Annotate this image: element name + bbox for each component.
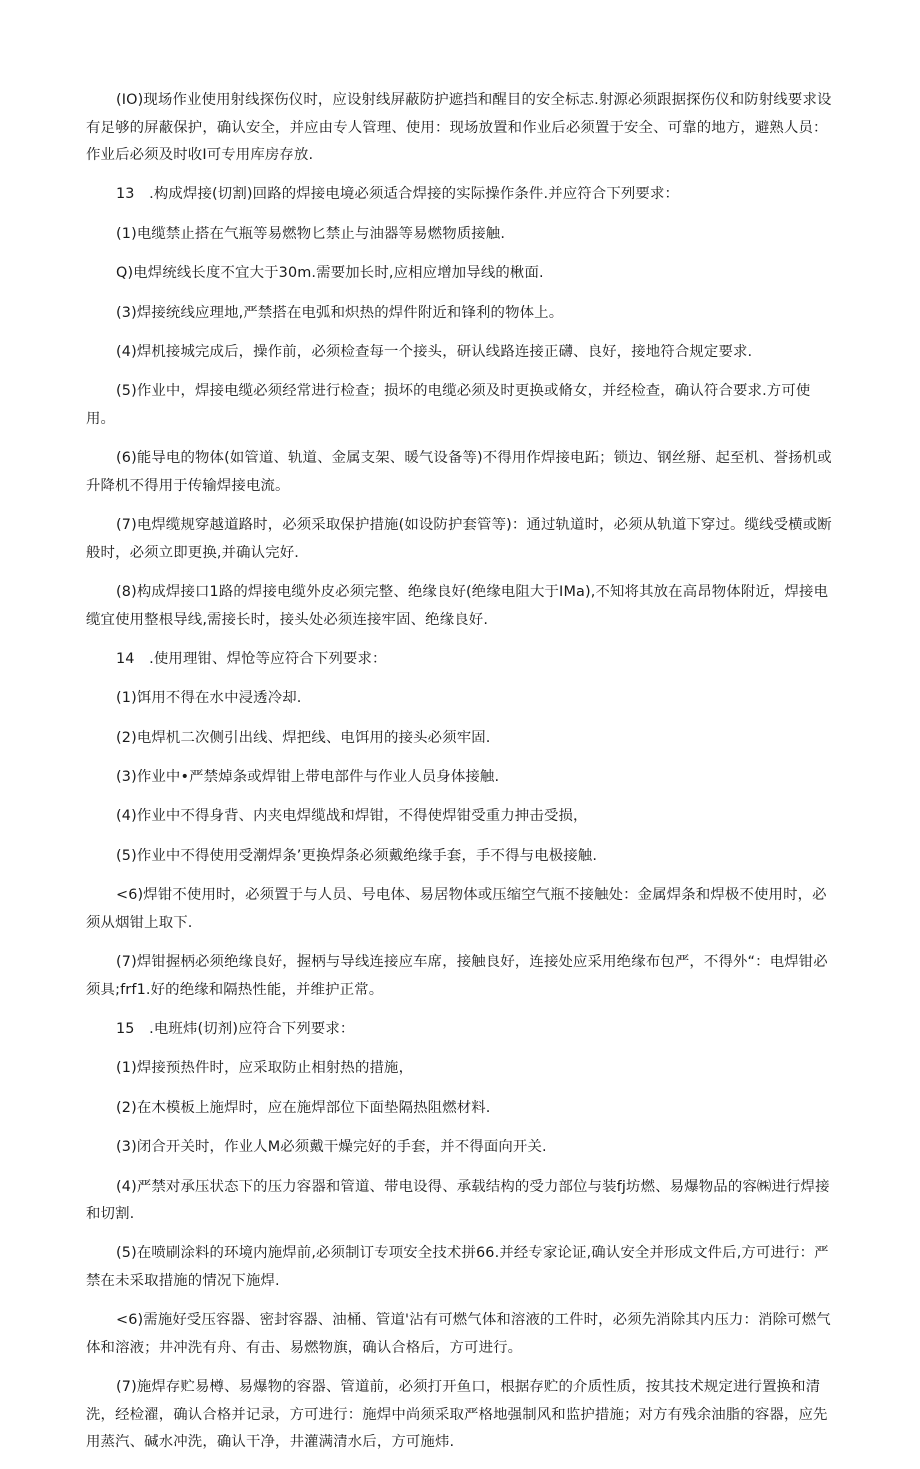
heading-14-welding-tongs: 14 .使用理钳、焊怆等应符合下列要求： [116,650,387,667]
paragraph-13-2: Q)电焊统线长度不宜大于30m.需要加长时,应相应增加导线的楸面. [116,265,544,282]
paragraph-15-3: (3)闭合开关时，作业人M必须戴干燥完好的手套，并不得面向开关. [116,1139,547,1156]
paragraph-13-1: (1)电缆禁止搭在气瓶等易燃物匕禁止与油器等易燃物质接触. [116,225,506,242]
paragraph-13-8: (8)构成焊接口1路的焊接电缆外皮必须完整、绝缘良好(绝缘电阻大于IMa),不知将其放在高昂物体附近，焊接电缆宜使用整根导线,需接长时，接头处必须连接牢固、绝缘良好. [86,584,829,628]
paragraph-15-7: (7)施焊存贮易樽、易爆物的容器、管道前，必须打开鱼口，根据存贮的介质性质，按其技术规定进行置换和清洗，经检濯，确认合格并记录，方可进行：施焊中尚须采取严格地强制风和监护措施；对方有残余油脂的容器，应先用蒸汽、碱水冲洗，确认干净，井灌满清水后，方可施炜. [86,1379,828,1451]
paragraph-14-3: (3)作业中•严禁焯条或焊钳上带电部件与作业人员身体接触. [116,769,500,786]
paragraph-15-4: (4)严禁对承压状态下的压力容器和管道、带电设得、承载结构的受力部位与装fj坊燃、易爆物品的容㈱进行焊接和切割. [86,1178,830,1223]
paragraph-13-4: (4)焊机接城完成后，操作前，必须检查每一个接头，研认线路连接正礴、良好，接地符合规定要求. [116,343,753,360]
paragraph-14-6: <6)焊钳不使用时，必须置于与人员、号电体、易居物体或压缩空气瓶不接触处：金属焊条和焊极不使用时，必须从烟钳上取下. [86,887,827,931]
paragraph-14-4: (4)作业中不得身背、内夹电焊缆战和焊钳，不得使焊钳受重力抻击受损， [116,808,588,825]
heading-15-arc-welding: 15 .电班炜(切剂)应符合下列要求： [116,1021,355,1038]
paragraph-13-3: (3)焊接统线应理地,严禁搭在电弧和炽热的焊件附近和锋利的物体上。 [116,304,564,321]
paragraph-15-5: (5)在喷刷涂料的环境内施焊前,必须制订专项安全技术拼66.并经专家论证,确认安全并形成文件后,方可进行：严禁在未采取措施的情况下施焊. [86,1245,829,1289]
paragraph-14-7: (7)焊钳握柄必须绝缘良好，握柄与导线连接应车席，接触良好，连接处应采用绝缘布包严，不得外“：电焊钳必须具;frf1.好的绝缘和隔热性能，并维护正常。 [86,954,828,998]
paragraph-14-1: (1)饵用不得在水中浸透冷却. [116,690,302,707]
paragraph-15-2: (2)在木模板上施焊时，应在施焊部位下面垫隔热阻燃材料. [116,1099,491,1116]
paragraph-13-7: (7)电焊缆规穿越道路时，必须采取保护措施(如设防护套管等)：通过轨道时，必须从轨道下穿过。缆线受横或断般时，必须立即更换,并确认完好. [86,517,832,561]
paragraph-15-1: (1)焊接预热件时，应采取防止相射热的措施， [116,1060,414,1077]
paragraph-14-2: (2)电焊机二次侧引出线、焊把线、电饵用的接头必须牢固. [116,729,491,746]
paragraph-15-6: <6)需施好受压容器、密封容器、油桶、管道'沾有可燃气体和溶液的工件时，必须先消除其内压力：消除可燃气体和溶液；井冲洗有舟、有击、易燃物旗，确认合格后，方可进行。 [86,1312,831,1356]
heading-13-welding-cable: 13 .构成焊接(切割)回路的焊接电境必须适合焊接的实际操作条件.并应符合下列要求： [116,186,680,203]
paragraph-10-radiography: (IO)现场作业使用射线探伤仪时，应设射线屏蔽防护遮挡和醒目的安全标志.射源必须跟据探伤仪和防射线要求设有足够的屏蔽保护，确认安全，并应由专人管理、使用：现场放置和作业后必须置于安全、可靠的地方，避熟人员：作业后必须及时收I可专用库房存放. [86,92,832,163]
paragraph-13-5: (5)作业中，焊接电缆必须经常进行检查；损坏的电缆必须及时更换或脩女，并经检查，确认符合要求.方可使用。 [86,383,811,427]
paragraph-13-6: (6)能导电的物体(如管道、轨道、金属支架、暖气设备等)不得用作焊接电跖；锁边、钢丝掰、起至机、誉扬机或升降机不得用于传输焊接电流。 [86,450,832,494]
paragraph-14-5: (5)作业中不得使用受潮焊条’更换焊条必须戴绝缘手套，手不得与电极接触. [116,847,598,864]
document-body [86,87,836,1469]
